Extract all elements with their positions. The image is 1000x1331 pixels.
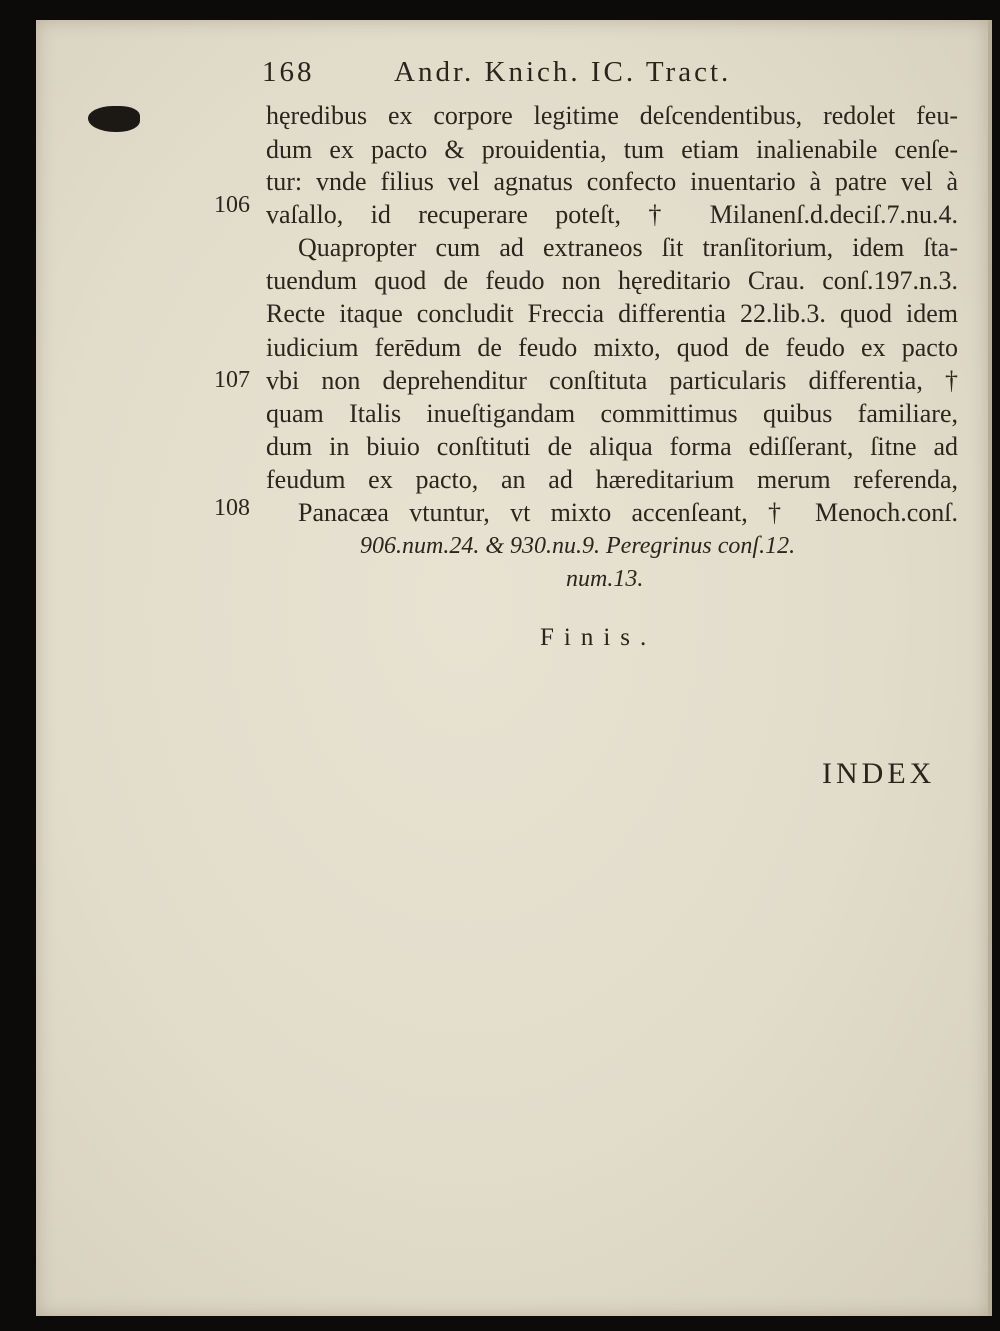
text-line: dum in biuio conſtituti de aliqua forma ediſſerant, ſitne ad bbox=[266, 432, 958, 461]
text-line: Recte itaque concludit Freccia differentia 22.lib.3. quod idem bbox=[266, 299, 958, 328]
finis-heading: Finis. bbox=[540, 624, 657, 651]
text-line: vaſallo, id recuperare poteſt, † Milanenſ.d.deciſ.7.nu.4. bbox=[266, 200, 958, 229]
margin-number: 108 bbox=[214, 495, 250, 521]
catchword: INDEX bbox=[822, 757, 936, 790]
text-line: quam Italis inueſtigandam committimus quibus familiare, bbox=[266, 399, 958, 428]
text-line: tuendum quod de feudo non hęreditario Crau. conſ.197.n.3. bbox=[266, 266, 958, 295]
text-line: iudicium ferēdum de feudo mixto, quod de feudo ex pacto bbox=[266, 333, 958, 362]
margin-number: 107 bbox=[214, 367, 250, 393]
text-line: tur: vnde filius vel agnatus confecto inuentario à patre vel à bbox=[266, 167, 958, 196]
folio-number: 168 bbox=[262, 56, 315, 88]
citation-line: num.13. bbox=[566, 566, 644, 592]
text-line: feudum ex pacto, an ad hæreditarium merum referenda, bbox=[266, 465, 958, 494]
text-line: vbi non deprehenditur conſtituta particularis differentia, † bbox=[266, 366, 958, 395]
ink-blot bbox=[88, 106, 140, 132]
text-line: dum ex pacto & prouidentia, tum etiam inalienabile cenſe- bbox=[266, 135, 958, 164]
running-title: Andr. Knich. IC. Tract. bbox=[394, 56, 732, 88]
page-header bbox=[262, 56, 862, 96]
margin-number: 106 bbox=[214, 192, 250, 218]
page-edge bbox=[988, 20, 992, 1316]
citation-line: 906.num.24. & 930.nu.9. Peregrinus conſ.12. bbox=[360, 533, 796, 559]
text-line: hęredibus ex corpore legitime deſcendentibus, redolet feu- bbox=[266, 101, 958, 130]
text-line: Panacæa vtuntur, vt mixto accenſeant, † Menoch.conſ. bbox=[298, 498, 958, 527]
text-line: Quapropter cum ad extraneos ſit tranſitorium, idem ſta- bbox=[298, 233, 958, 262]
